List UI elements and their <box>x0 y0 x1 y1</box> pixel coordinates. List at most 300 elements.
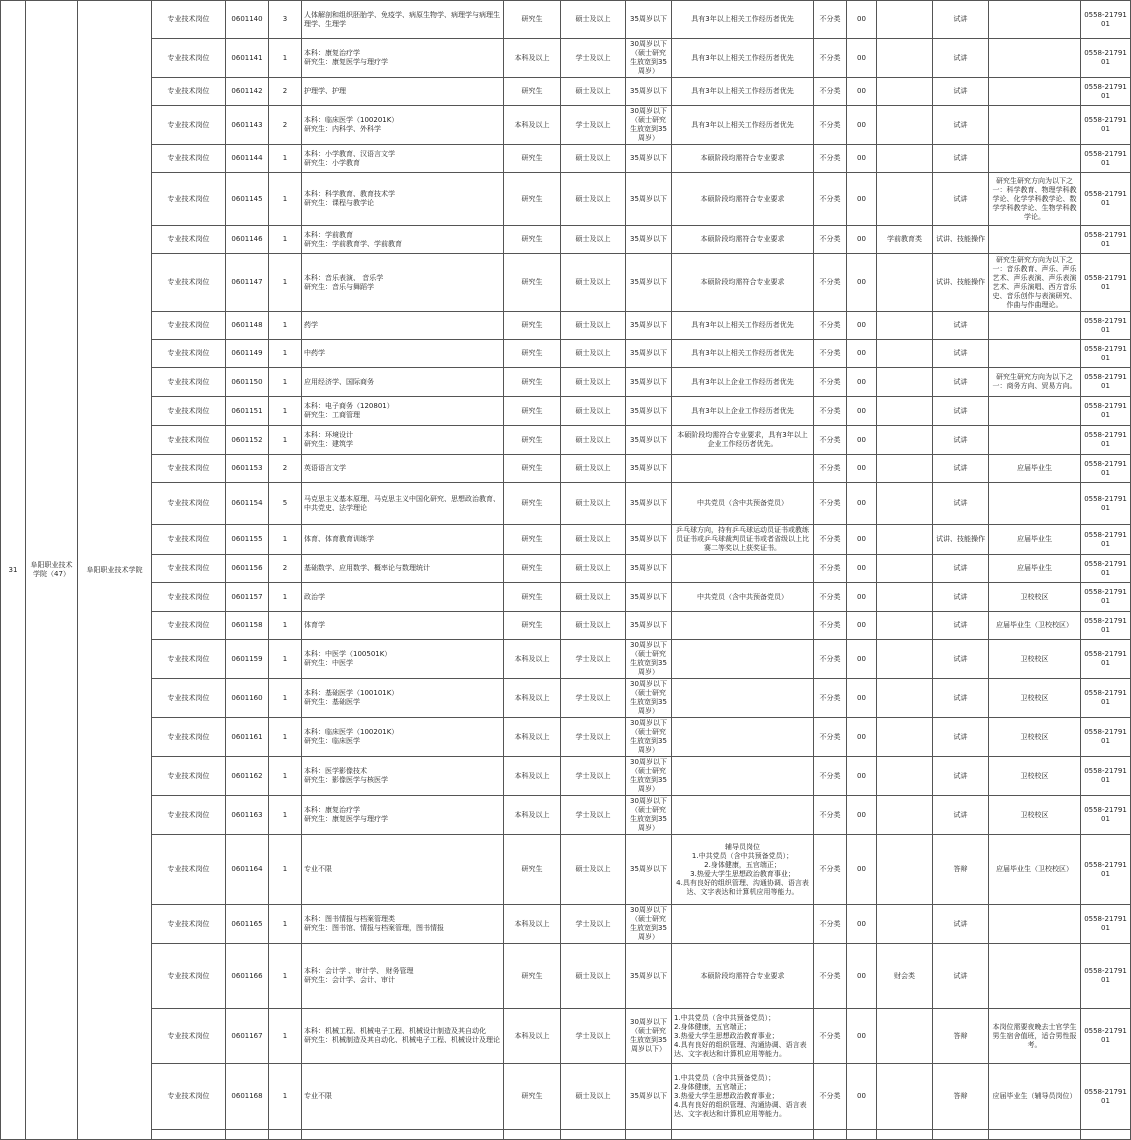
remarks: 应届毕业生 <box>989 525 1081 555</box>
subject-type <box>877 905 933 944</box>
education: 研究生 <box>504 145 561 173</box>
other-requirements <box>672 640 814 679</box>
post-category: 专业技术岗位 <box>152 226 226 254</box>
subject-type <box>877 1130 933 1140</box>
exam-ratio: 00 <box>847 106 877 145</box>
major-requirement: 护理学、护理 <box>302 78 504 106</box>
post-code: 0601141 <box>226 39 269 78</box>
table-row <box>1 1 1131 39</box>
degree: 学士及以上 <box>561 718 626 757</box>
post-category: 专业技术岗位 <box>152 340 226 368</box>
category-type: 不分类 <box>814 525 847 555</box>
age-limit: 30周岁以下（硕士研究生放宽到35周岁） <box>626 679 672 718</box>
contact-phone: 0558-2179101 <box>1081 944 1131 1009</box>
major-requirement: 本科：基础医学（100101K） 研究生：基础医学 <box>302 679 504 718</box>
age-limit: 30周岁以下（硕士研究生放宽到35周岁） <box>626 718 672 757</box>
category-type: 不分类 <box>814 944 847 1009</box>
degree: 学士及以上 <box>561 796 626 835</box>
contact-phone: 0558-2179101 <box>1081 612 1131 640</box>
degree: 硕士及以上 <box>561 1 626 39</box>
hire-count: 1 <box>269 905 302 944</box>
education: 研究生 <box>504 397 561 426</box>
remarks: 卫校校区 <box>989 583 1081 612</box>
post-code: 0601148 <box>226 312 269 340</box>
contact-phone: 0558-2179101 <box>1081 905 1131 944</box>
category-type: 不分类 <box>814 39 847 78</box>
remarks: 本岗位需要夜晚去士官学生男生宿舍值班，适合男性报考。 <box>989 1009 1081 1064</box>
exam-ratio: 00 <box>847 640 877 679</box>
exam-method: 试讲 <box>933 796 989 835</box>
serial-number: 31 <box>1 1 26 1140</box>
post-code: 0601146 <box>226 226 269 254</box>
subject-type <box>877 835 933 905</box>
post-category: 专业技术岗位 <box>152 397 226 426</box>
post-code: 0601155 <box>226 525 269 555</box>
exam-method: 试讲 <box>933 397 989 426</box>
category-type: 不分类 <box>814 145 847 173</box>
degree: 硕士及以上 <box>561 78 626 106</box>
table-row <box>1 340 1131 368</box>
education: 研究生 <box>504 944 561 1009</box>
degree: 学士及以上 <box>561 39 626 78</box>
table-row <box>1 397 1131 426</box>
exam-method: 答辩 <box>933 1064 989 1130</box>
exam-method: 试讲 <box>933 640 989 679</box>
exam-method: 答辩 <box>933 835 989 905</box>
remarks: 研究生研究方向为以下之一：商务方向、贸易方向。 <box>989 368 1081 397</box>
hire-count: 1 <box>269 254 302 312</box>
degree: 硕士及以上 <box>561 525 626 555</box>
contact-phone: 0558-2179101 <box>1081 679 1131 718</box>
other-requirements: 乒乓球方向，持有乒乓球运动员证书或教练员证书或乒乓球裁判员证书或者省级以上比赛二等奖以上获奖证书。 <box>672 525 814 555</box>
post-category: 专业技术岗位 <box>152 78 226 106</box>
major-requirement: 马克思主义基本原理、马克思主义中国化研究、思想政治教育、中共党史、法学理论 <box>302 483 504 525</box>
other-requirements: 具有3年以上相关工作经历者优先 <box>672 340 814 368</box>
degree: 硕士及以上 <box>561 226 626 254</box>
table-row <box>1 368 1131 397</box>
hire-count: 2 <box>269 555 302 583</box>
other-requirements <box>672 757 814 796</box>
exam-ratio: 00 <box>847 525 877 555</box>
post-category: 专业技术岗位 <box>152 796 226 835</box>
exam-ratio: 00 <box>847 226 877 254</box>
exam-method: 试讲 <box>933 145 989 173</box>
remarks: 卫校校区 <box>989 718 1081 757</box>
degree: 硕士及以上 <box>561 340 626 368</box>
subject-type <box>877 757 933 796</box>
other-requirements: 中共党员（含中共预备党员） <box>672 483 814 525</box>
exam-method: 试讲 <box>933 583 989 612</box>
subject-type <box>877 426 933 455</box>
degree: 硕士及以上 <box>561 426 626 455</box>
remarks: 卫校校区 <box>989 679 1081 718</box>
contact-phone: 0558-2179101 <box>1081 39 1131 78</box>
category-type: 不分类 <box>814 555 847 583</box>
table-row <box>1 612 1131 640</box>
exam-method: 试讲 <box>933 78 989 106</box>
age-limit: 35周岁以下 <box>626 583 672 612</box>
exam-ratio: 00 <box>847 555 877 583</box>
remarks <box>989 1 1081 39</box>
education: 研究生 <box>504 483 561 525</box>
major-requirement: 专业不限 <box>302 835 504 905</box>
post-category: 专业技术岗位 <box>152 455 226 483</box>
hire-count: 1 <box>269 340 302 368</box>
post-code: 0601167 <box>226 1009 269 1064</box>
exam-method: 试讲、技能操作 <box>933 525 989 555</box>
contact-phone: 0558-2179101 <box>1081 583 1131 612</box>
major-requirement: 本科：图书情报与档案管理类 研究生：图书馆、情报与档案管理，图书情报 <box>302 905 504 944</box>
post-category: 专业技术岗位 <box>152 254 226 312</box>
post-code: 0601168 <box>226 1064 269 1130</box>
contact-phone: 0558-2179101 <box>1081 835 1131 905</box>
subject-type <box>877 583 933 612</box>
contact-phone: 0558-2179101 <box>1081 640 1131 679</box>
age-limit: 35周岁以下 <box>626 226 672 254</box>
hire-count: 1 <box>269 835 302 905</box>
other-requirements: 具有3年以上企业工作经历者优先 <box>672 397 814 426</box>
hire-count: 1 <box>269 679 302 718</box>
age-limit: 35周岁以下 <box>626 397 672 426</box>
hire-count: 2 <box>269 78 302 106</box>
category-type: 不分类 <box>814 835 847 905</box>
exam-ratio: 00 <box>847 757 877 796</box>
major-requirement: 应用经济学、国际商务 <box>302 368 504 397</box>
unit-name: 阜阳职业技术学院 <box>78 1 152 1140</box>
exam-method: 试讲 <box>933 483 989 525</box>
exam-ratio: 00 <box>847 944 877 1009</box>
contact-phone: 0558-2179101 <box>1081 1 1131 39</box>
exam-method: 试讲 <box>933 106 989 145</box>
other-requirements <box>672 612 814 640</box>
degree: 学士及以上 <box>561 757 626 796</box>
contact-phone: 0558-2179101 <box>1081 368 1131 397</box>
major-requirement: 本科：科学教育、教育技术学 研究生：课程与教学论 <box>302 173 504 226</box>
hire-count: 1 <box>269 612 302 640</box>
other-requirements <box>672 455 814 483</box>
education: 研究生 <box>504 226 561 254</box>
post-category: 专业技术岗位 <box>152 612 226 640</box>
subject-type <box>877 483 933 525</box>
other-requirements: 1.中共党员（含中共预备党员）； 2.身体健康，五官端正； 3.热爱大学生思想政治教育事业； 4.具有良好的组织管理、沟通协调、语言表达、文字表达和计算机应用等能力。 <box>672 1064 814 1130</box>
contact-phone: 0558-2179101 <box>1081 145 1131 173</box>
age-limit: 35周岁以下 <box>626 1 672 39</box>
exam-method: 试讲、技能操作 <box>933 226 989 254</box>
post-category: 专业技术岗位 <box>152 312 226 340</box>
degree: 硕士及以上 <box>561 612 626 640</box>
table-row <box>1 640 1131 679</box>
post-category: 专业技术岗位 <box>152 1064 226 1130</box>
post-category: 专业技术岗位 <box>152 145 226 173</box>
post-category: 专业技术岗位 <box>152 835 226 905</box>
category-type: 不分类 <box>814 1 847 39</box>
table-row <box>1 1064 1131 1130</box>
post-code: 0601163 <box>226 796 269 835</box>
remarks <box>989 340 1081 368</box>
exam-method: 试讲 <box>933 1 989 39</box>
contact-phone: 0558-2179101 <box>1081 78 1131 106</box>
subject-type <box>877 312 933 340</box>
hire-count: 1 <box>269 312 302 340</box>
subject-type <box>877 1064 933 1130</box>
education: 研究生 <box>504 455 561 483</box>
category-type: 不分类 <box>814 583 847 612</box>
hire-count: 1 <box>269 796 302 835</box>
hire-count: 5 <box>269 483 302 525</box>
exam-method: 试讲 <box>933 757 989 796</box>
contact-phone: 0558-2179101 <box>1081 757 1131 796</box>
exam-method <box>933 1130 989 1140</box>
other-requirements: 具有3年以上相关工作经历者优先 <box>672 39 814 78</box>
exam-ratio: 00 <box>847 1064 877 1130</box>
other-requirements <box>672 1130 814 1140</box>
education: 研究生 <box>504 340 561 368</box>
contact-phone: 0558-2179101 <box>1081 1064 1131 1130</box>
category-type: 不分类 <box>814 226 847 254</box>
education: 研究生 <box>504 1064 561 1130</box>
category-type <box>814 1130 847 1140</box>
other-requirements: 具有3年以上企业工作经历者优先 <box>672 368 814 397</box>
exam-ratio: 00 <box>847 483 877 525</box>
table-row <box>1 944 1131 1009</box>
post-code: 0601153 <box>226 455 269 483</box>
post-code: 0601159 <box>226 640 269 679</box>
education: 研究生 <box>504 835 561 905</box>
age-limit: 35周岁以下 <box>626 525 672 555</box>
subject-type: 财会类 <box>877 944 933 1009</box>
table-row <box>1 796 1131 835</box>
age-limit: 30周岁以下（硕士研究生放宽到35周岁） <box>626 796 672 835</box>
contact-phone: 0558-2179101 <box>1081 106 1131 145</box>
other-requirements: 具有3年以上相关工作经历者优先 <box>672 312 814 340</box>
degree: 硕士及以上 <box>561 944 626 1009</box>
contact-phone: 0558-2179101 <box>1081 312 1131 340</box>
education: 研究生 <box>504 368 561 397</box>
degree: 学士及以上 <box>561 1009 626 1064</box>
table-row <box>1 835 1131 905</box>
other-requirements <box>672 679 814 718</box>
age-limit: 30周岁以下（硕士研究生放宽到35周岁以下） <box>626 1009 672 1064</box>
degree: 硕士及以上 <box>561 312 626 340</box>
exam-method: 试讲 <box>933 426 989 455</box>
hire-count: 1 <box>269 145 302 173</box>
subject-type <box>877 612 933 640</box>
table-row <box>1 555 1131 583</box>
education: 研究生 <box>504 254 561 312</box>
exam-ratio: 00 <box>847 340 877 368</box>
contact-phone: 0558-2179101 <box>1081 254 1131 312</box>
category-type: 不分类 <box>814 78 847 106</box>
degree: 硕士及以上 <box>561 1064 626 1130</box>
major-requirement: 体育学 <box>302 612 504 640</box>
education: 研究生 <box>504 1 561 39</box>
subject-type: 学前教育类 <box>877 226 933 254</box>
other-requirements <box>672 555 814 583</box>
education: 本科及以上 <box>504 1009 561 1064</box>
post-code: 0601140 <box>226 1 269 39</box>
major-requirement: 本科：音乐表演、 音乐学 研究生：音乐与舞蹈学 <box>302 254 504 312</box>
contact-phone: 0558-2179101 <box>1081 483 1131 525</box>
education: 本科及以上 <box>504 757 561 796</box>
remarks <box>989 483 1081 525</box>
exam-ratio: 00 <box>847 835 877 905</box>
age-limit: 35周岁以下 <box>626 1064 672 1130</box>
hire-count: 1 <box>269 525 302 555</box>
major-requirement: 药学 <box>302 312 504 340</box>
table-row <box>1 426 1131 455</box>
major-requirement: 本科：康复治疗学 研究生：康复医学与理疗学 <box>302 39 504 78</box>
exam-method: 试讲 <box>933 455 989 483</box>
subject-type <box>877 1 933 39</box>
table-row <box>1 254 1131 312</box>
other-requirements: 本硕阶段均需符合专业要求 <box>672 254 814 312</box>
exam-ratio: 00 <box>847 583 877 612</box>
degree: 学士及以上 <box>561 106 626 145</box>
exam-ratio: 00 <box>847 254 877 312</box>
hire-count: 1 <box>269 173 302 226</box>
other-requirements: 具有3年以上相关工作经历者优先 <box>672 1 814 39</box>
major-requirement: 人体解剖和组织胚胎学、免疫学、病原生物学、病理学与病理生理学、生理学 <box>302 1 504 39</box>
education <box>504 1130 561 1140</box>
subject-type <box>877 640 933 679</box>
post-code: 0601160 <box>226 679 269 718</box>
degree: 硕士及以上 <box>561 145 626 173</box>
other-requirements: 本硕阶段均需符合专业要求 <box>672 226 814 254</box>
post-code: 0601150 <box>226 368 269 397</box>
post-code: 0601161 <box>226 718 269 757</box>
subject-type <box>877 173 933 226</box>
category-type: 不分类 <box>814 612 847 640</box>
exam-ratio: 00 <box>847 426 877 455</box>
category-type: 不分类 <box>814 312 847 340</box>
post-code: 0601142 <box>226 78 269 106</box>
degree: 学士及以上 <box>561 640 626 679</box>
table-row <box>1 525 1131 555</box>
category-type: 不分类 <box>814 905 847 944</box>
remarks: 研究生研究方向为以下之一：音乐教育、声乐、声乐艺术、声乐表演、声乐表演艺术、声乐演唱、西方音乐史、音乐创作与表演研究、作曲与作曲理论。 <box>989 254 1081 312</box>
table-row <box>1 1130 1131 1140</box>
remarks: 卫校校区 <box>989 796 1081 835</box>
degree: 硕士及以上 <box>561 455 626 483</box>
post-category: 专业技术岗位 <box>152 483 226 525</box>
post-code: 0601156 <box>226 555 269 583</box>
age-limit: 30周岁以下（硕士研究生放宽到35周岁） <box>626 757 672 796</box>
other-requirements: 本硕阶段均需符合专业要求 <box>672 944 814 1009</box>
age-limit: 35周岁以下 <box>626 254 672 312</box>
table-row <box>1 312 1131 340</box>
table-row <box>1 718 1131 757</box>
exam-method: 试讲 <box>933 555 989 583</box>
degree: 硕士及以上 <box>561 583 626 612</box>
exam-method: 试讲、技能操作 <box>933 254 989 312</box>
exam-method: 试讲 <box>933 905 989 944</box>
hire-count: 1 <box>269 718 302 757</box>
exam-ratio: 00 <box>847 905 877 944</box>
exam-method: 试讲 <box>933 39 989 78</box>
remarks <box>989 78 1081 106</box>
hire-count: 1 <box>269 1009 302 1064</box>
remarks <box>989 312 1081 340</box>
hire-count: 1 <box>269 583 302 612</box>
major-requirement: 本科：医学影像技术 研究生：影像医学与核医学 <box>302 757 504 796</box>
major-requirement: 专业不限 <box>302 1064 504 1130</box>
subject-type <box>877 368 933 397</box>
hire-count: 3 <box>269 1 302 39</box>
exam-ratio: 00 <box>847 173 877 226</box>
exam-ratio: 00 <box>847 1009 877 1064</box>
subject-type <box>877 796 933 835</box>
other-requirements: 中共党员（含中共预备党员） <box>672 583 814 612</box>
exam-method: 答辩 <box>933 1009 989 1064</box>
degree: 硕士及以上 <box>561 483 626 525</box>
remarks <box>989 397 1081 426</box>
table-row <box>1 106 1131 145</box>
education: 研究生 <box>504 525 561 555</box>
remarks: 研究生研究方向为以下之一：科学教育、物理学科教学论、化学学科教学论、数学学科教学论、生物学科教学论。 <box>989 173 1081 226</box>
remarks <box>989 145 1081 173</box>
category-type: 不分类 <box>814 796 847 835</box>
contact-phone: 0558-2179101 <box>1081 426 1131 455</box>
other-requirements: 具有3年以上相关工作经历者优先 <box>672 106 814 145</box>
other-requirements <box>672 718 814 757</box>
education: 本科及以上 <box>504 39 561 78</box>
category-type: 不分类 <box>814 679 847 718</box>
exam-method: 试讲 <box>933 612 989 640</box>
category-type: 不分类 <box>814 455 847 483</box>
exam-method: 试讲 <box>933 312 989 340</box>
post-code: 0601165 <box>226 905 269 944</box>
exam-ratio: 00 <box>847 368 877 397</box>
hire-count <box>269 1130 302 1140</box>
post-category: 专业技术岗位 <box>152 640 226 679</box>
post-category: 专业技术岗位 <box>152 944 226 1009</box>
exam-method: 试讲 <box>933 718 989 757</box>
category-type: 不分类 <box>814 640 847 679</box>
category-type: 不分类 <box>814 368 847 397</box>
education: 本科及以上 <box>504 679 561 718</box>
post-code: 0601145 <box>226 173 269 226</box>
subject-type <box>877 397 933 426</box>
major-requirement: 英语语言文学 <box>302 455 504 483</box>
degree <box>561 1130 626 1140</box>
post-category <box>152 1130 226 1140</box>
age-limit: 35周岁以下 <box>626 173 672 226</box>
major-requirement <box>302 1130 504 1140</box>
post-category: 专业技术岗位 <box>152 555 226 583</box>
age-limit: 35周岁以下 <box>626 368 672 397</box>
remarks <box>989 944 1081 1009</box>
post-category: 专业技术岗位 <box>152 1009 226 1064</box>
major-requirement: 本科：临床医学（100201K） 研究生：临床医学 <box>302 718 504 757</box>
education: 研究生 <box>504 583 561 612</box>
hire-count: 1 <box>269 397 302 426</box>
post-category: 专业技术岗位 <box>152 173 226 226</box>
exam-ratio: 00 <box>847 312 877 340</box>
subject-type <box>877 145 933 173</box>
major-requirement: 本科：电子商务（120801） 研究生：工商管理 <box>302 397 504 426</box>
major-requirement: 本科：环境设计 研究生：建筑学 <box>302 426 504 455</box>
exam-method: 试讲 <box>933 368 989 397</box>
remarks <box>989 905 1081 944</box>
exam-ratio: 00 <box>847 78 877 106</box>
category-type: 不分类 <box>814 1064 847 1130</box>
age-limit: 30周岁以下（硕士研究生放宽到35周岁） <box>626 39 672 78</box>
exam-method: 试讲 <box>933 679 989 718</box>
education: 本科及以上 <box>504 718 561 757</box>
category-type: 不分类 <box>814 718 847 757</box>
remarks <box>989 226 1081 254</box>
category-type: 不分类 <box>814 106 847 145</box>
